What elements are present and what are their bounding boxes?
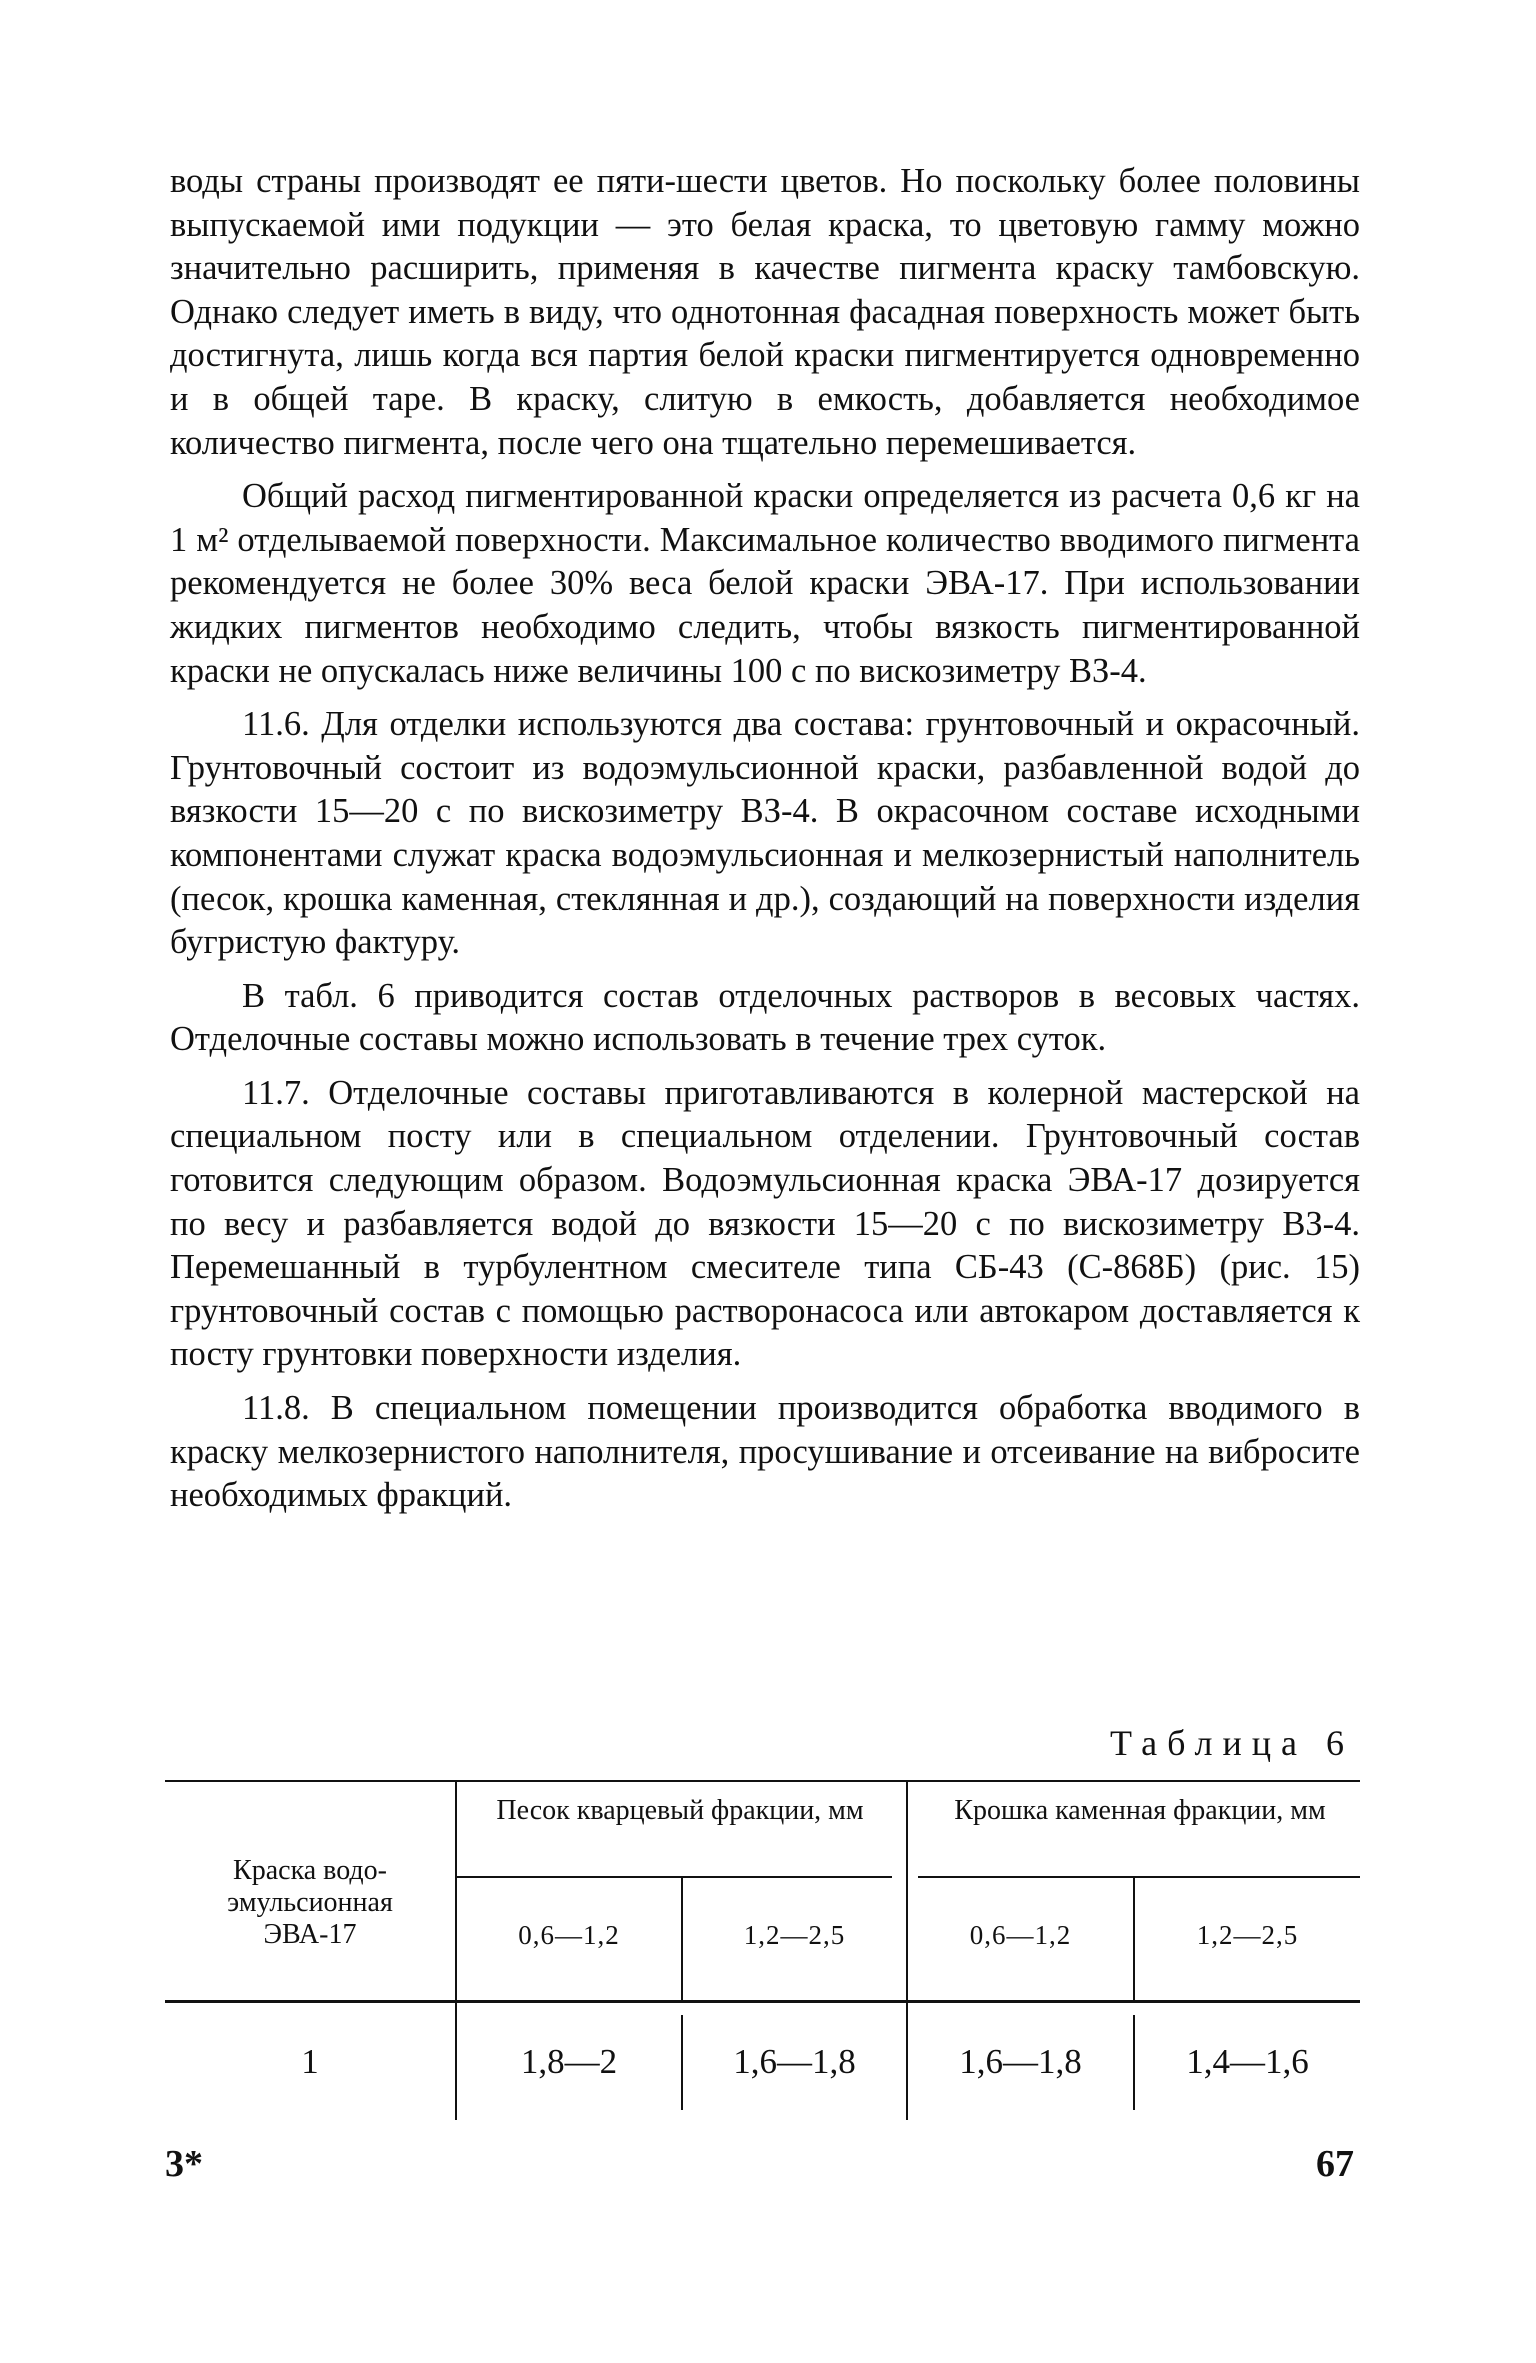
paragraph-11-8: 11.8. В специальном помещении производится обработка вводимого в краску мелкозернистого наполнителя, просушивание и отсеивание на вибросите необходимых фракций.: [170, 1389, 1360, 1515]
table-6: [165, 1780, 1360, 2120]
paragraph-consumption: Общий расход пигментированной краски определяется из расчета 0,6 кг на 1 м² отделываемой поверхности. Максимальное количество вводимого пигмента рекомендуется не более 30% веса белой краски ЭВА-17. При использовании жидких пигментов необходимо следить, чтобы вязкость пигментированной краски не опускалась ниже величины 100 с по вискозиметру ВЗ-4.: [170, 477, 1360, 690]
paragraph-11-6: 11.6. Для отделки используются два состава: грунтовочный и окрасочный. Грунтовочный состоит из водоэмульсионной краски, разбавленной водой до вязкости 15—20 с по вискозиметру ВЗ-4. В окрасочном составе исходными компонентами служат краска водоэмульсионная и мелкозернистый наполнитель (песок, крошка каменная, стеклянная и др.), создающий на поверхности изделия бугристую фактуру.: [170, 705, 1360, 962]
signature-mark: 3*: [165, 2143, 203, 2185]
table-subheader-2: 1,2—2,5: [743, 1920, 846, 1950]
table-cell-1: 1,8—2: [520, 2042, 618, 2081]
paragraph-table-ref: В табл. 6 приводится состав отделочных растворов в весовых частях. Отделочные составы можно использовать в течение трех суток.: [170, 976, 1360, 1059]
table-group1-header: Песок кварцевый фракции, мм: [496, 1795, 864, 1826]
table-col1-header: Краска водо-эмульсионная ЭВА-17: [227, 1855, 393, 1950]
table-group2-header: Крошка каменная фракции, мм: [954, 1795, 1326, 1826]
table-caption: Таблица 6: [1110, 1723, 1354, 1763]
table-group-rule-2: [918, 1876, 1360, 1878]
table-cell-2: 1,6—1,8: [733, 2042, 856, 2081]
table-group-rule-1: [457, 1876, 892, 1878]
page-number: 67: [1316, 2143, 1354, 2185]
paragraph-11-7: 11.7. Отделочные составы приготавливаются в колерной мастерской на специальном посту или в специальном отделении. Грунтовочный состав готовится следующим образом. Водоэмульсионная краска ЭВА-17 дозируется по весу и разбавляется водой до вязкости 15—20 с по вискозиметру ВЗ-4. Перемешанный в турбулентном смесителе типа СБ-43 (С-868Б) (рис. 15) грунтовочный состав с помощью растворонасоса или автокаром доставляется к посту грунтовки поверхности изделия.: [170, 1073, 1360, 1374]
body-text: [170, 160, 1360, 1528]
table-cell-3: 1,6—1,8: [959, 2042, 1082, 2081]
table-top-rule: [165, 1780, 1360, 1782]
table-header-rule: [165, 2000, 1360, 2003]
table-subheader-1: 0,6—1,2: [518, 1920, 620, 1950]
table-subheader-4: 1,2—2,5: [1196, 1920, 1299, 1950]
table-cell-4: 1,4—1,6: [1186, 2042, 1309, 2081]
paragraph-continuation: воды страны производят ее пяти-шести цветов. Но поскольку более половины выпускаемой ими подукции — это белая краска, то цветовую гамму можно значительно расширить, применяя в качестве пигмента краску тамбовскую. Однако следует иметь в виду, что однотонная фасадная поверхность может быть достигнута, лишь когда вся партия белой краски пигментируется одновременно и в общей таре. В краску, слитую в емкость, добавляется необходимое количество пигмента, после чего она тщательно перемешивается.: [170, 162, 1360, 462]
table-subheader-3: 0,6—1,2: [969, 1920, 1072, 1950]
table-row-label: 1: [301, 2042, 319, 2081]
